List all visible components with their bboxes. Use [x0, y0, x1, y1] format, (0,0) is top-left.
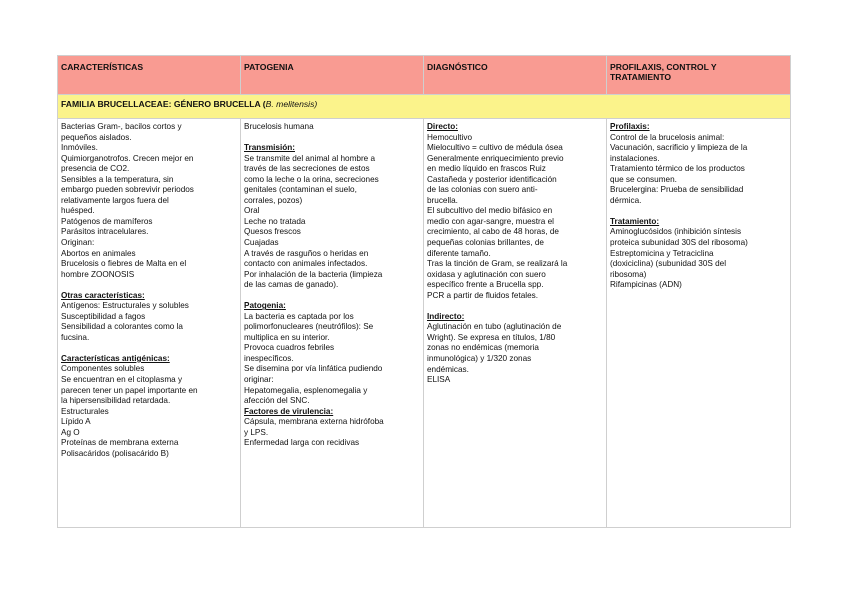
transmision-heading: Transmisión: — [244, 143, 295, 153]
text-line: Vacunación, sacrificio y limpieza de la — [610, 143, 748, 153]
text-line: Quesos frescos — [244, 227, 301, 237]
text-line: Brucelosis humana — [244, 122, 314, 131]
text-line: instalaciones. — [610, 153, 660, 163]
patogenia-heading: Patogenia: — [244, 301, 286, 311]
text-line: Componentes solubles — [61, 364, 145, 374]
text-line: Estreptomicina y Tetraciclina — [610, 248, 714, 258]
family-species: B. melitensis — [265, 99, 315, 109]
text-line: Antígenos: Estructurales y solubles — [61, 301, 189, 311]
text-line: Parásitos intracelulares. — [61, 227, 149, 237]
text-line: Oral — [244, 206, 260, 216]
text-line: Se transmite del animal al hombre a — [244, 153, 376, 163]
text-line: Hemocultivo — [427, 132, 473, 142]
text-line: inmunológica) y 1/320 zonas — [427, 353, 532, 363]
text-line: pequeños aislados. — [61, 132, 132, 142]
caracteristicas-antigenicas-heading: Características antigénicas: — [61, 353, 170, 363]
text-line: Tras la tinción de Gram, se realizará la — [427, 259, 568, 269]
text-line: y LPS. — [244, 427, 269, 437]
text-line: brucella. — [427, 195, 458, 205]
header-row — [58, 56, 791, 95]
text-line: oxidasa y aglutinación con suero — [427, 269, 546, 279]
header-profilaxis — [607, 56, 791, 95]
text-line: Sensibles a la temperatura, sin — [61, 174, 174, 184]
text-line: (doxiciclina) (subunidad 30S del — [610, 259, 727, 269]
header-diagnostico: DIAGNÓSTICO — [424, 56, 607, 95]
text-line: endémicas. — [427, 364, 469, 374]
text-line: Leche no tratada — [244, 216, 306, 226]
text-line: Castañeda y posterior identificación — [427, 174, 557, 184]
factores-virulencia-heading: Factores de virulencia: — [244, 406, 334, 416]
text-line: Estructurales — [61, 406, 109, 416]
text-line: parecen tener un papel importante en — [61, 385, 198, 395]
text-line: inespecíficos. — [244, 353, 294, 363]
text-line: Aminoglucósidos (inhibición síntesis — [610, 227, 742, 237]
text-line: Wright). Se expresa en títulos, 1/80 — [427, 332, 556, 342]
text-line: Quimiorganotrofos. Crecen mejor en — [61, 153, 194, 163]
text-line: Brucelergina: Prueba de sensibilidad — [610, 185, 744, 195]
header-profilaxis-line1: PROFILAXIS, CONTROL Y — [610, 62, 717, 72]
text-line: Polisacáridos (polisacárido B) — [61, 448, 169, 458]
otras-caracteristicas-heading: Otras características: — [61, 290, 145, 300]
text-line: fucsina. — [61, 332, 90, 342]
text-line: proteica subunidad 30S del ribosoma) — [610, 237, 748, 247]
text-line: Ag O — [61, 427, 80, 437]
text-line: Abortos en animales — [61, 248, 136, 258]
family-row — [58, 95, 791, 119]
text-line: ELISA — [427, 375, 451, 385]
text-line: Tratamiento térmico de los productos — [610, 164, 745, 174]
text-line: genitales (contaminan el suelo, — [244, 185, 357, 195]
text-line: Control de la brucelosis animal: — [610, 132, 725, 142]
text-line: medio con agar-sangre, muestra el — [427, 216, 554, 226]
text-line: Provoca cuadros febriles — [244, 343, 335, 353]
text-line: La bacteria es captada por los — [244, 311, 354, 321]
indirecto-heading: Indirecto: — [427, 311, 465, 321]
text-line: Lípido A — [61, 417, 91, 427]
text-line: crecimiento, al cabo de 48 horas, de — [427, 227, 559, 237]
text-line: Generalmente enriquecimiento previo — [427, 153, 564, 163]
text-line: Por inhalación de la bacteria (limpieza — [244, 269, 383, 279]
text-line: de las colonias con suero anti- — [427, 185, 538, 195]
text-line: Mielocultivo = cultivo de médula ósea — [427, 143, 563, 153]
text-line: Se encuentran en el citoplasma y — [61, 375, 183, 385]
text-line: que se consumen. — [610, 174, 677, 184]
text-line: Bacterias Gram-, bacilos cortos y — [61, 122, 182, 131]
text-line: Patógenos de mamíferos — [61, 216, 153, 226]
text-line: embargo pueden sobrevivir periodos — [61, 185, 194, 195]
profilaxis-heading: Profilaxis: — [610, 122, 650, 131]
text-line: de las camas de ganado). — [244, 280, 339, 290]
text-line: corrales, pozos) — [244, 195, 303, 205]
text-line: originar: — [244, 375, 274, 385]
text-line: Brucelosis o fiebres de Malta en el — [61, 259, 187, 269]
text-line: presencia de CO2. — [61, 164, 130, 174]
text-line: PCR a partir de fluidos fetales. — [427, 290, 539, 300]
content-row — [58, 119, 791, 528]
text-line: Originan: — [61, 238, 95, 248]
text-line: Proteínas de membrana externa — [61, 438, 179, 448]
text-line: pequeñas colonias brillantes, de — [427, 238, 544, 248]
text-line: Inmóviles. — [61, 143, 98, 153]
profilaxis-cell — [607, 119, 791, 528]
text-line: como la leche o la orina, secreciones — [244, 174, 379, 184]
family-close: ) — [314, 99, 318, 109]
text-line: en medio líquido en frascos Ruiz — [427, 164, 546, 174]
text-line: ribosoma) — [610, 269, 647, 279]
text-line: huésped. — [61, 206, 95, 216]
text-line: Cápsula, membrana externa hidrófoba — [244, 417, 384, 427]
text-line: Cuajadas — [244, 237, 279, 247]
directo-heading: Directo: — [427, 122, 458, 131]
family-label: FAMILIA BRUCELLACEAE: GÉNERO BRUCELLA ( — [61, 99, 266, 109]
text-line: Rifampicinas (ADN) — [610, 280, 682, 290]
text-line: la hipersensibilidad retardada. — [61, 396, 171, 406]
text-line: hombre ZOONOSIS — [61, 269, 135, 279]
text-line: Se disemina por vía linfática pudiendo — [244, 364, 383, 374]
brucella-summary-table — [57, 55, 791, 528]
text-line: contacto con animales infectados. — [244, 259, 368, 269]
header-profilaxis-line2: TRATAMIENTO — [610, 72, 672, 82]
text-line: Sensibilidad a colorantes como la — [61, 322, 183, 332]
text-line: afección del SNC. — [244, 396, 310, 406]
diagnostico-cell — [424, 119, 607, 528]
text-line: dérmica. — [610, 195, 642, 205]
text-line: polimorfonucleares (neutrófilos): Se — [244, 322, 374, 332]
text-line: relativamente largos fuera del — [61, 195, 169, 205]
text-line: zonas no endémicas (memoria — [427, 343, 539, 353]
family-cell — [58, 95, 791, 119]
text-line: Susceptibilidad a fagos — [61, 311, 146, 321]
header-patogenia: PATOGENIA — [241, 56, 424, 95]
caracteristicas-cell — [58, 119, 241, 528]
text-line: Aglutinación en tubo (aglutinación de — [427, 322, 562, 332]
text-line: Enfermedad larga con recidivas — [244, 438, 360, 448]
text-line: diferente tamaño. — [427, 248, 491, 258]
text-line: específico frente a Brucella spp. — [427, 280, 544, 290]
text-line: A través de rasguños o heridas en — [244, 248, 369, 258]
header-caracteristicas: CARACTERÍSTICAS — [58, 56, 241, 95]
text-line: multiplica en su interior. — [244, 332, 330, 342]
text-line: El subcultivo del medio bifásico en — [427, 206, 553, 216]
text-line: través de las secreciones de estos — [244, 164, 370, 174]
text-line: Hepatomegalia, esplenomegalia y — [244, 385, 368, 395]
patogenia-cell — [241, 119, 424, 528]
tratamiento-heading: Tratamiento: — [610, 216, 660, 226]
